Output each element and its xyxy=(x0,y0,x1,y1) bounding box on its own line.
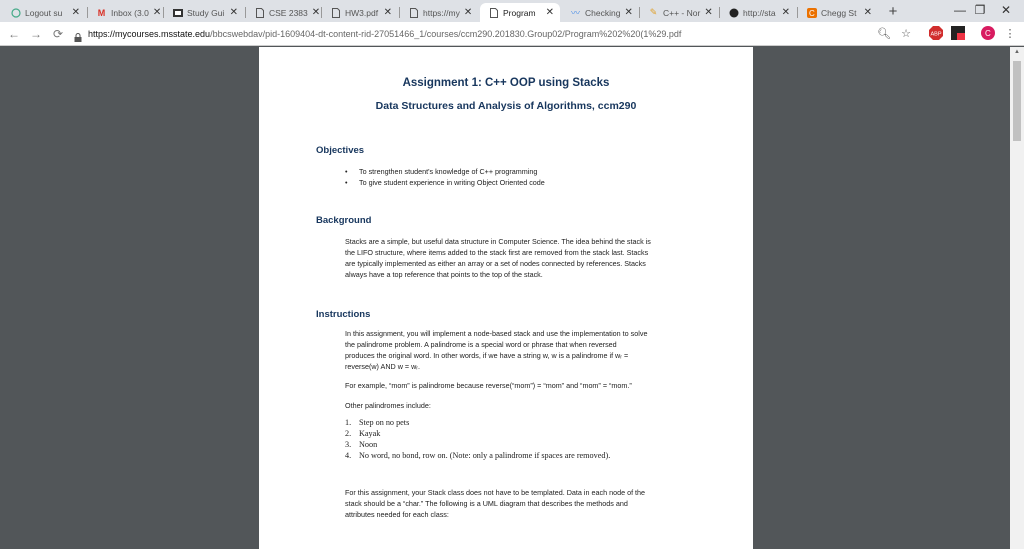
objective-bullet: • To strengthen student's knowledge of C++ programming xyxy=(345,167,538,176)
tab-study-guide[interactable] xyxy=(164,3,244,22)
close-icon[interactable]: ✕ xyxy=(71,7,80,18)
close-icon[interactable]: ✕ xyxy=(545,7,554,18)
uml-intro-paragraph: For this assignment, your Stack class does not have to be templated. Data in each node of the stack should be a “char.” The following is a UML diagram that describes the methods and attributes needed for each class: xyxy=(345,488,646,519)
window-close-icon[interactable]: ✕ xyxy=(1000,3,1012,17)
tab-strip xyxy=(0,0,1024,22)
back-icon[interactable]: ← xyxy=(8,27,20,41)
scroll-up-icon[interactable]: ▲ xyxy=(1014,49,1020,55)
instructions-paragraph: In this assignment, you will implement a node-based stack and use the implementation to solve the palindrome problem. A palindrome is a special word or phrase that when reversed produces the original word. In other words, if we have a string w, w is a palindrome if wᵣ = reverse(w) AND w = wᵣ. xyxy=(345,329,648,371)
instructions-heading: Instructions xyxy=(316,309,371,320)
list-item: 2. Kayak xyxy=(345,429,381,438)
url-path: /bbcswebdav/pid-1609404-dt-content-rid-27051466_1/courses/ccm290.201830.Group02/Program%202%20(1%29.pdf xyxy=(210,29,682,39)
close-icon[interactable]: ✕ xyxy=(781,7,790,18)
tab-title: HW3.pdf xyxy=(345,7,379,18)
tab-chegg[interactable] xyxy=(798,3,878,22)
minimize-icon[interactable]: — xyxy=(954,3,966,17)
tab-title: Checking xyxy=(585,7,621,18)
objective-bullet: • To give student experience in writing Object Oriented code xyxy=(345,178,545,187)
close-icon[interactable]: ✕ xyxy=(463,7,473,18)
maximize-icon[interactable]: ❐ xyxy=(974,3,986,17)
tab-stackoverflow[interactable] xyxy=(720,3,796,22)
zoom-icon[interactable]: 🔍︎ xyxy=(877,28,891,40)
new-tab-button[interactable]: + xyxy=(888,3,898,20)
tab-title: Chegg St xyxy=(821,7,857,18)
example-text: For example, “mom” is palindrome because reverse(“mom”) = “mom” and “mom” = “mom.” xyxy=(345,381,632,390)
menu-kebab-icon[interactable]: ⋮ xyxy=(1004,28,1016,40)
objectives-heading: Objectives xyxy=(316,145,365,156)
tab-cpp-not[interactable] xyxy=(640,3,718,22)
svg-text:ABP: ABP xyxy=(930,31,942,38)
tab-cse2383[interactable] xyxy=(246,3,320,22)
document-title: Assignment 1: C++ OOP using Stacks xyxy=(402,77,610,89)
svg-text:C: C xyxy=(985,29,991,38)
cpp-icon: ✎ xyxy=(649,7,658,17)
svg-text:C: C xyxy=(808,8,815,18)
tab-checking[interactable] xyxy=(562,3,638,22)
background-heading: Background xyxy=(316,215,372,226)
gmail-icon: M xyxy=(97,7,106,18)
close-icon[interactable]: ✕ xyxy=(383,7,392,18)
pdf-page xyxy=(259,47,753,549)
lock-icon xyxy=(74,30,82,39)
tab-program-active[interactable] xyxy=(480,3,560,22)
tab-hw3[interactable] xyxy=(322,3,398,22)
chegg-icon xyxy=(806,7,817,18)
tab-title: Program xyxy=(503,7,536,18)
globe-icon xyxy=(10,7,21,18)
tab-title: CSE 2383 xyxy=(269,7,308,18)
browser-toolbar xyxy=(0,22,1024,46)
document-icon xyxy=(330,7,341,18)
close-icon[interactable]: ✕ xyxy=(152,7,162,18)
document-subtitle: Data Structures and Analysis of Algorithms, ccm290 xyxy=(375,100,637,112)
profile-avatar[interactable] xyxy=(980,26,996,42)
reload-icon[interactable]: ⟳ xyxy=(52,27,64,41)
study-icon xyxy=(172,7,183,18)
tab-title: Inbox (3.0 xyxy=(111,7,149,18)
document-icon xyxy=(488,7,499,18)
tab-title: Logout su xyxy=(25,7,63,18)
document-icon xyxy=(408,7,419,18)
tab-title: http://sta xyxy=(743,7,776,18)
close-icon[interactable]: ✕ xyxy=(311,7,321,18)
extension-icon[interactable] xyxy=(950,26,966,42)
list-item: 3. Noon xyxy=(345,440,378,449)
tab-title: C++ - Nor xyxy=(663,7,701,18)
github-icon xyxy=(728,7,739,18)
checking-icon: 〰 xyxy=(570,8,580,18)
close-icon[interactable]: ✕ xyxy=(229,7,238,18)
address-bar[interactable] xyxy=(74,25,924,43)
tab-title: https://my xyxy=(423,7,460,18)
tab-logout[interactable] xyxy=(2,3,86,22)
tab-mycourses[interactable] xyxy=(400,3,478,22)
background-paragraph: Stacks are a simple, but useful data structure in Computer Science. The idea behind the stack is the LIFO structure, where items added to the stack first are removed from the stack last. Stacks are typically implemented as either an array or a set of nodes connected by references. Stacks always have a top reference that points to the top of the stack. xyxy=(345,237,651,279)
close-icon[interactable]: ✕ xyxy=(624,7,633,18)
scroll-thumb[interactable] xyxy=(1013,61,1021,141)
url-host: https://mycourses.msstate.edu xyxy=(88,29,211,39)
list-item: 4. No word, no bond, row on. (Note: only a palindrome if spaces are removed). xyxy=(345,451,611,460)
document-icon xyxy=(254,7,265,18)
tab-title: Study Gui xyxy=(187,7,225,18)
bookmark-star-icon[interactable]: ☆ xyxy=(901,28,911,40)
close-icon[interactable]: ✕ xyxy=(863,7,872,18)
tab-inbox[interactable] xyxy=(88,3,162,22)
forward-icon[interactable]: → xyxy=(30,27,42,41)
adblock-icon[interactable] xyxy=(928,26,944,42)
other-palindromes-label: Other palindromes include: xyxy=(345,401,431,410)
list-item: 1. Step on no pets xyxy=(345,418,410,427)
close-icon[interactable]: ✕ xyxy=(704,7,713,18)
